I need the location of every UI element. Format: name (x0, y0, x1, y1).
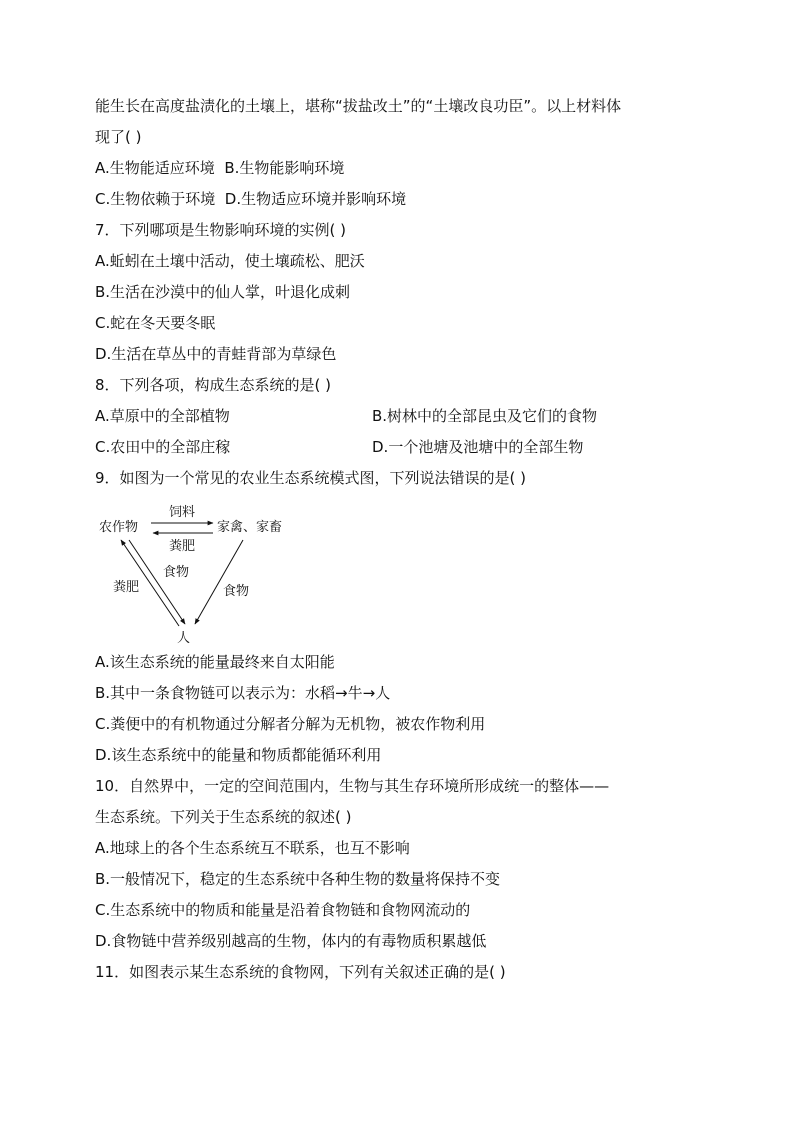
q6-line1: 能生长在高度盐渍化的土壤上，堪称“拔盐改土”的“土壤改良功臣”。以上材料体 (95, 97, 622, 115)
label-food-left: 食物 (163, 565, 190, 580)
q9-stem: 9．如图为一个常见的农业生态系统模式图，下列说法错误的是( ) (95, 469, 527, 487)
q10-option-c: C.生态系统中的物质和能量是沿着食物链和食物网流动的 (95, 901, 471, 919)
q7-option-a: A.蚯蚓在土壤中活动，使土壤疏松、肥沃 (95, 252, 365, 270)
q7-stem: 7．下列哪项是生物影响环境的实例( ) (95, 221, 347, 239)
node-human: 人 (177, 631, 191, 646)
q8-options-cd (95, 437, 695, 457)
q10-option-a: A.地球上的各个生态系统互不联系，也互不影响 (95, 839, 410, 857)
q8-option-a: A.草原中的全部植物 (95, 407, 230, 425)
label-manure-left: 粪肥 (113, 580, 140, 595)
q7-option-b: B.生活在沙漠中的仙人掌，叶退化成刺 (95, 283, 351, 301)
node-livestock: 家禽、家畜 (217, 520, 283, 535)
q8-option-b: B.树林中的全部昆虫及它们的食物 (372, 407, 598, 425)
q9-option-d: D.该生态系统中的能量和物质都能循环利用 (95, 746, 382, 764)
q7-option-c: C.蛇在冬天要冬眠 (95, 314, 216, 332)
q11-stem: 11．如图表示某生态系统的食物网，下列有关叙述正确的是( ) (95, 963, 506, 981)
q6-option-c: C.生物依赖于环境 (95, 190, 216, 208)
q6-options-ab (95, 158, 344, 178)
q8-options-ab (95, 406, 695, 426)
q6-options-cd (95, 189, 406, 209)
q7-option-d: D.生活在草丛中的青蛙背部为草绿色 (95, 345, 337, 363)
q10-option-b: B.一般情况下，稳定的生态系统中各种生物的数量将保持不变 (95, 870, 501, 888)
q10-stem-line2: 生态系统。下列关于生态系统的叙述( ) (95, 808, 352, 826)
q9-option-b: B.其中一条食物链可以表示为：水稻→牛→人 (95, 684, 391, 702)
label-manure-top: 粪肥 (169, 539, 196, 554)
q6-option-b: B.生物能影响环境 (224, 159, 345, 177)
arrow-food-right (195, 540, 243, 624)
q10-stem-line1: 10．自然界中，一定的空间范围内，生物与其生存环境所形成统一的整体—— (95, 777, 610, 795)
q9-option-c: C.粪便中的有机物通过分解者分解为无机物，被农作物利用 (95, 715, 486, 733)
q6-option-d: D.生物适应环境并影响环境 (224, 190, 407, 208)
agri-ecosystem-diagram (95, 498, 335, 648)
q6-line2: 现了( ) (95, 128, 142, 146)
q8-option-c: C.农田中的全部庄稼 (95, 438, 231, 456)
label-feed: 饲料 (169, 505, 196, 520)
q10-option-d: D.食物链中营养级别越高的生物，体内的有毒物质积累越低 (95, 932, 487, 950)
q6-option-a: A.生物能适应环境 (95, 159, 215, 177)
node-crops: 农作物 (99, 520, 139, 535)
label-food-right: 食物 (223, 584, 250, 599)
q9-option-a: A.该生态系统的能量最终来自太阳能 (95, 653, 335, 671)
q8-stem: 8．下列各项，构成生态系统的是( ) (95, 376, 332, 394)
q8-option-d: D.一个池塘及池塘中的全部生物 (372, 438, 584, 456)
